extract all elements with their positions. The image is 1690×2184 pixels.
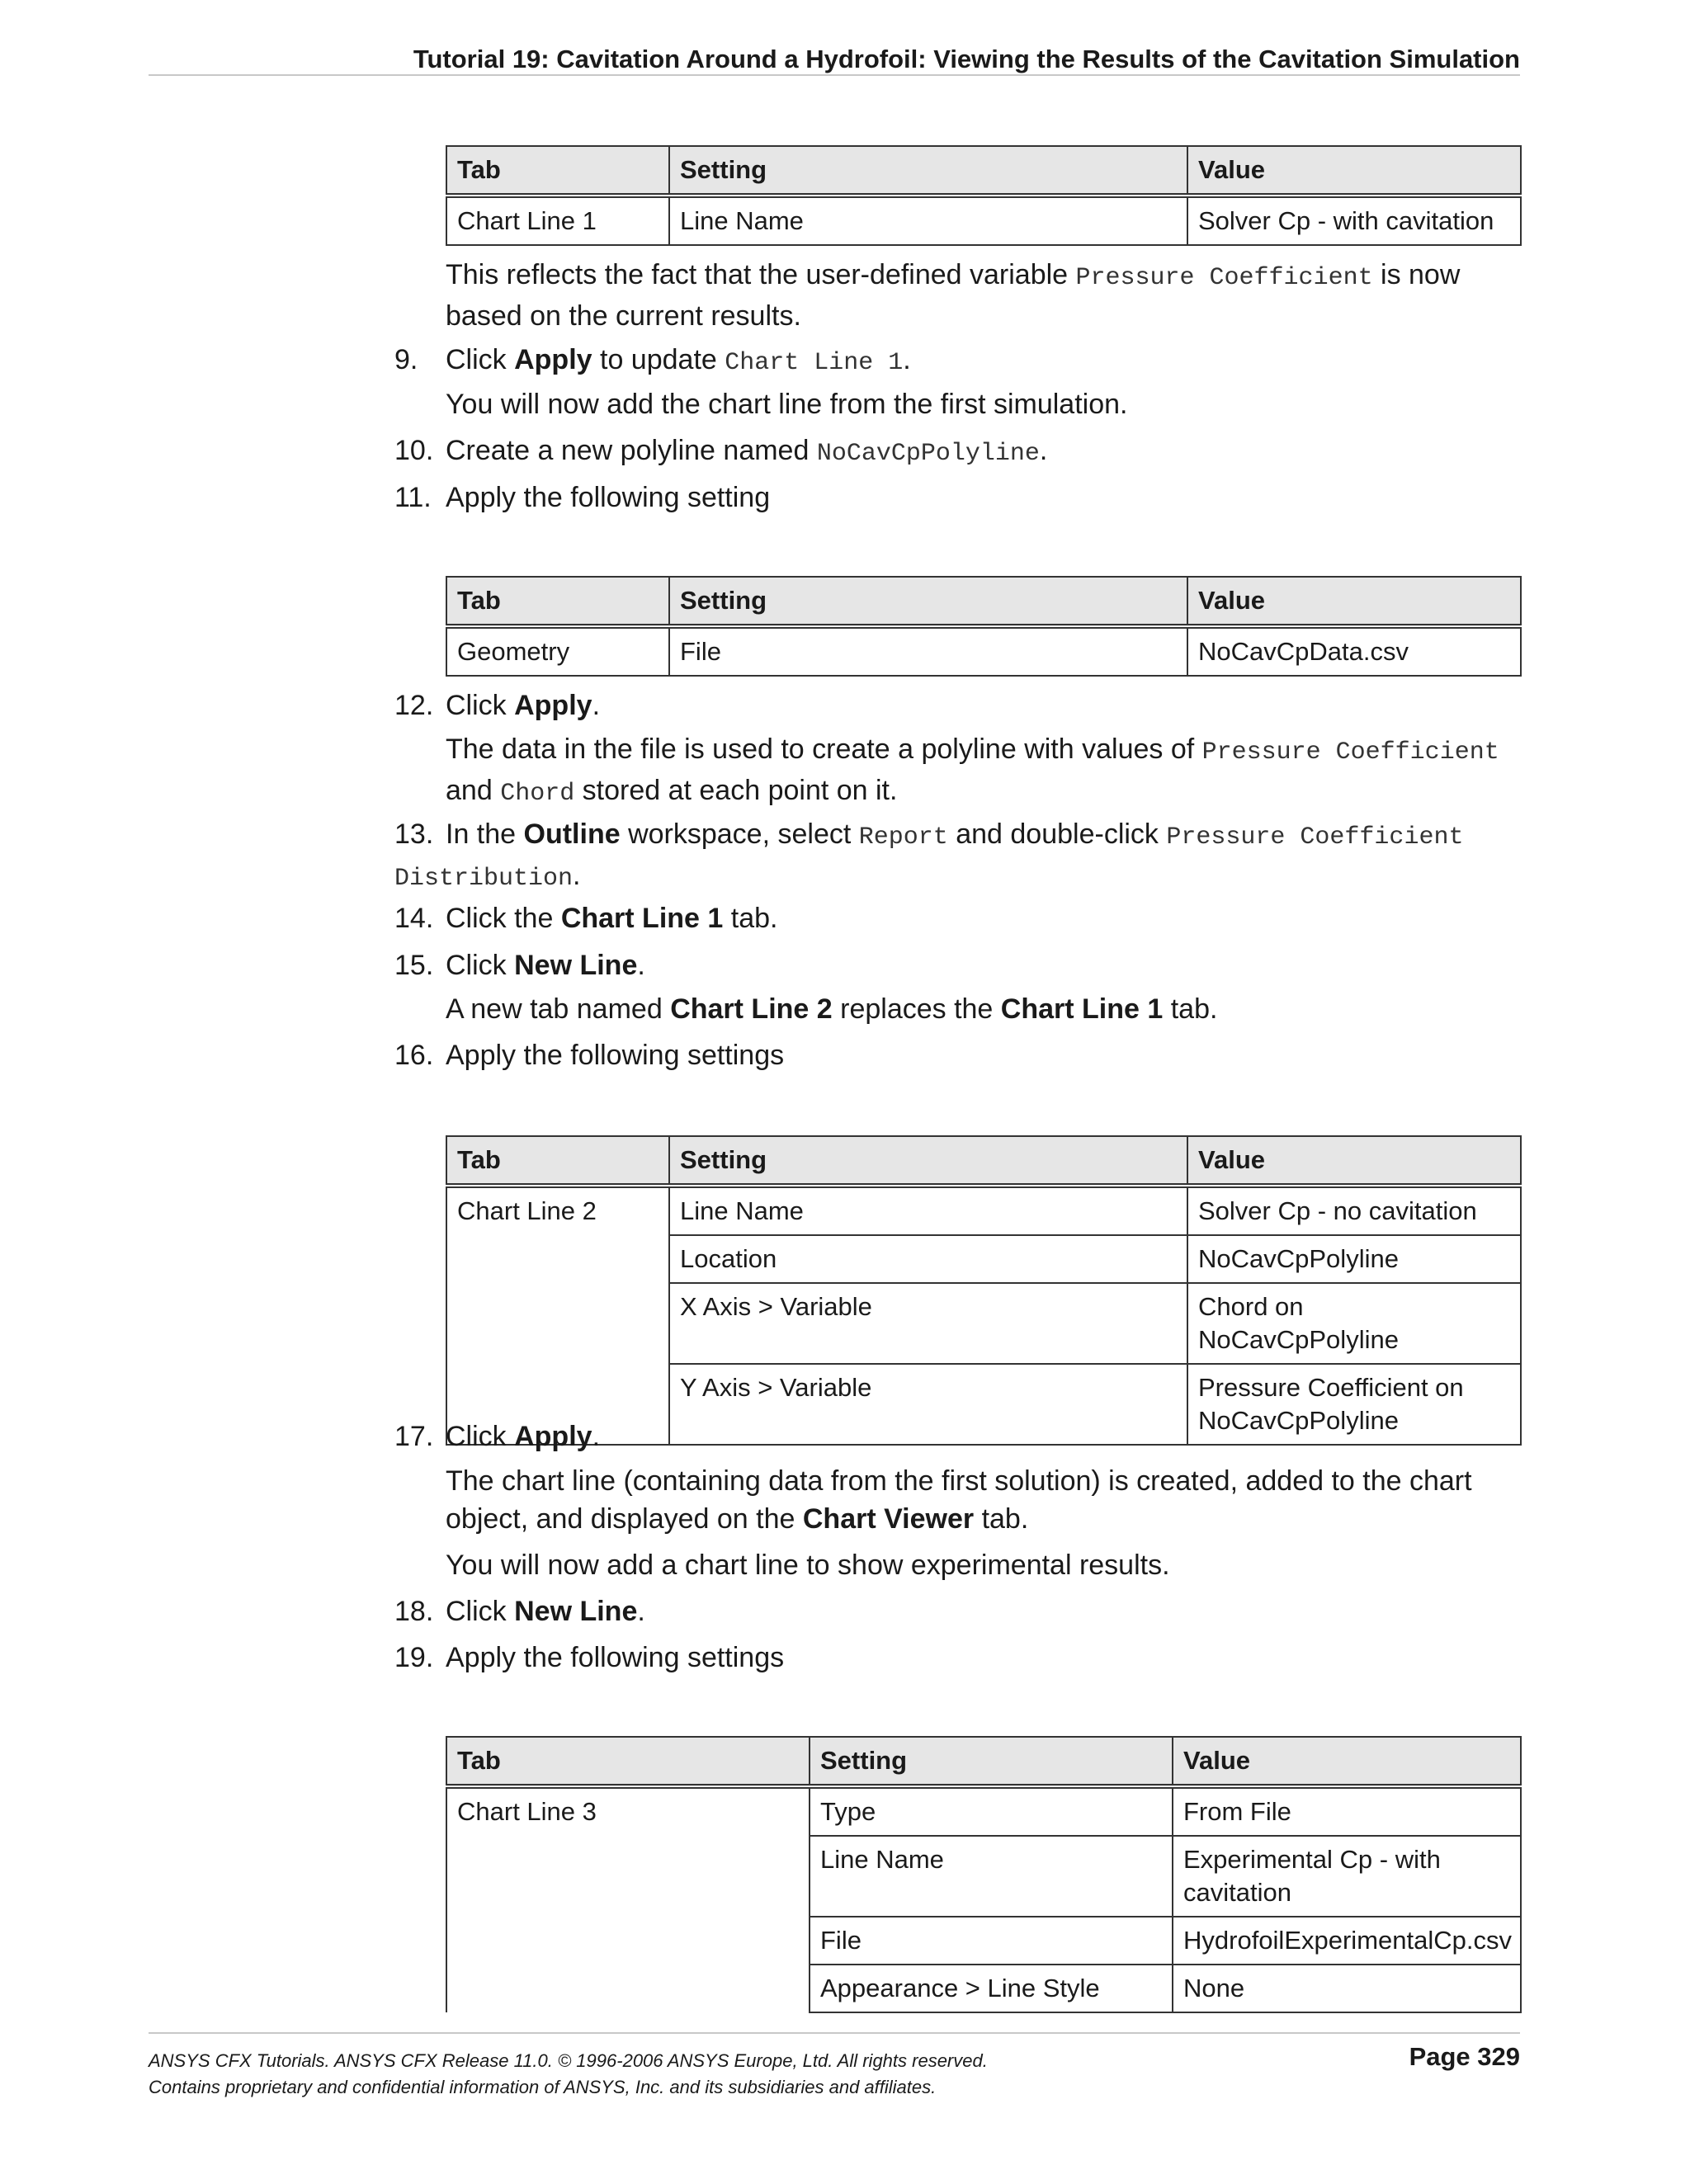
- step-16: 16. Apply the following settings: [394, 1040, 785, 1071]
- settings-table-4: [446, 1736, 1522, 2013]
- page-number: Page 329: [1409, 2042, 1520, 2071]
- table-row: [446, 626, 1521, 676]
- paragraph-step-12: The data in the file is used to create a polyline with values of Pressure Coefficient and Chord stored at each point on it.: [446, 734, 1499, 808]
- cell-setting: Type: [810, 1786, 1173, 1836]
- paragraph-step-17-note: You will now add a chart line to show experimental results.: [446, 1550, 1170, 1581]
- footer-confidential: Contains proprietary and confidential information of ANSYS, Inc. and its subsidiaries and affiliates.: [149, 2077, 937, 2097]
- cell-setting: File: [669, 626, 1187, 676]
- footer-divider: [149, 2032, 1520, 2034]
- cell-setting: Location: [669, 1235, 1187, 1283]
- cell-setting: Line Name: [810, 1836, 1173, 1917]
- col-header-setting: Setting: [669, 577, 1187, 626]
- cell-tab: Geometry: [446, 626, 669, 676]
- cell-tab: Chart Line 2: [446, 1186, 669, 1445]
- cell-value: Solver Cp - with cavitation: [1187, 196, 1521, 245]
- cell-setting: Appearance > Line Style: [810, 1965, 1173, 2012]
- cell-value: NoCavCpPolyline: [1187, 1235, 1521, 1283]
- step-11: 11. Apply the following setting: [394, 482, 771, 513]
- footer-copyright: ANSYS CFX Tutorials. ANSYS CFX Release 11.0. © 1996-2006 ANSYS Europe, Ltd. All rights reserved.: [149, 2050, 988, 2071]
- col-header-setting: Setting: [669, 1136, 1187, 1186]
- col-header-value: Value: [1173, 1737, 1521, 1786]
- col-header-tab: Tab: [446, 1136, 669, 1186]
- cell-setting: Line Name: [669, 1186, 1187, 1235]
- paragraph-current-results: This reflects the fact that the user-defined variable Pressure Coefficient is now based on the current results.: [446, 259, 1461, 332]
- settings-table-2: [446, 576, 1522, 677]
- settings-table-3: [446, 1135, 1522, 1446]
- col-header-value: Value: [1187, 1136, 1521, 1186]
- cell-value: Chord on NoCavCpPolyline: [1187, 1283, 1521, 1364]
- col-header-tab: Tab: [446, 146, 669, 196]
- step-15: 15. Click New Line.: [394, 950, 645, 981]
- cell-value: From File: [1173, 1786, 1521, 1836]
- cell-value: NoCavCpData.csv: [1187, 626, 1521, 676]
- col-header-setting: Setting: [669, 146, 1187, 196]
- settings-table-1: [446, 145, 1522, 246]
- col-header-value: Value: [1187, 146, 1521, 196]
- col-header-tab: Tab: [446, 1737, 810, 1786]
- step-12: 12. Click Apply.: [394, 690, 601, 721]
- cell-value: Pressure Coefficient on NoCavCpPolyline: [1187, 1364, 1521, 1445]
- step-9: 9. Click Apply to update Chart Line 1.: [394, 344, 911, 377]
- cell-value: Experimental Cp - with cavitation: [1173, 1836, 1521, 1917]
- step-10: 10. Create a new polyline named NoCavCpPolyline.: [394, 435, 1048, 468]
- step-18: 18. Click New Line.: [394, 1596, 645, 1627]
- table-row: [446, 1786, 1521, 1836]
- cell-value: Solver Cp - no cavitation: [1187, 1186, 1521, 1235]
- header-divider: [149, 74, 1520, 76]
- step-13: 13. In the Outline workspace, select Report and double-click Pressure Coefficient Distribution.: [394, 818, 1464, 893]
- paragraph-step-15: A new tab named Chart Line 2 replaces the Chart Line 1 tab.: [446, 993, 1218, 1025]
- cell-setting: File: [810, 1917, 1173, 1965]
- cell-value: None: [1173, 1965, 1521, 2012]
- col-header-value: Value: [1187, 577, 1521, 626]
- cell-tab: Chart Line 3: [446, 1786, 810, 2012]
- table-row: [446, 196, 1521, 245]
- cell-setting: X Axis > Variable: [669, 1283, 1187, 1364]
- cell-value: HydrofoilExperimentalCp.csv: [1173, 1917, 1521, 1965]
- header-title: Tutorial 19: Cavitation Around a Hydrofoil: Viewing the Results of the Cavitation Simulation: [413, 45, 1520, 73]
- table-row: [446, 1186, 1521, 1235]
- step-14: 14. Click the Chart Line 1 tab.: [394, 903, 778, 934]
- paragraph-step-17: The chart line (containing data from the first solution) is created, added to the chart object, and displayed on the Chart Viewer tab.: [446, 1465, 1472, 1535]
- cell-setting: Y Axis > Variable: [669, 1364, 1187, 1445]
- cell-setting: Line Name: [669, 196, 1187, 245]
- step-17: 17. Click Apply.: [394, 1421, 601, 1452]
- col-header-setting: Setting: [810, 1737, 1173, 1786]
- step-19: 19. Apply the following settings: [394, 1642, 785, 1673]
- paragraph-step-9: You will now add the chart line from the first simulation.: [446, 389, 1128, 420]
- cell-tab: Chart Line 1: [446, 196, 669, 245]
- col-header-tab: Tab: [446, 577, 669, 626]
